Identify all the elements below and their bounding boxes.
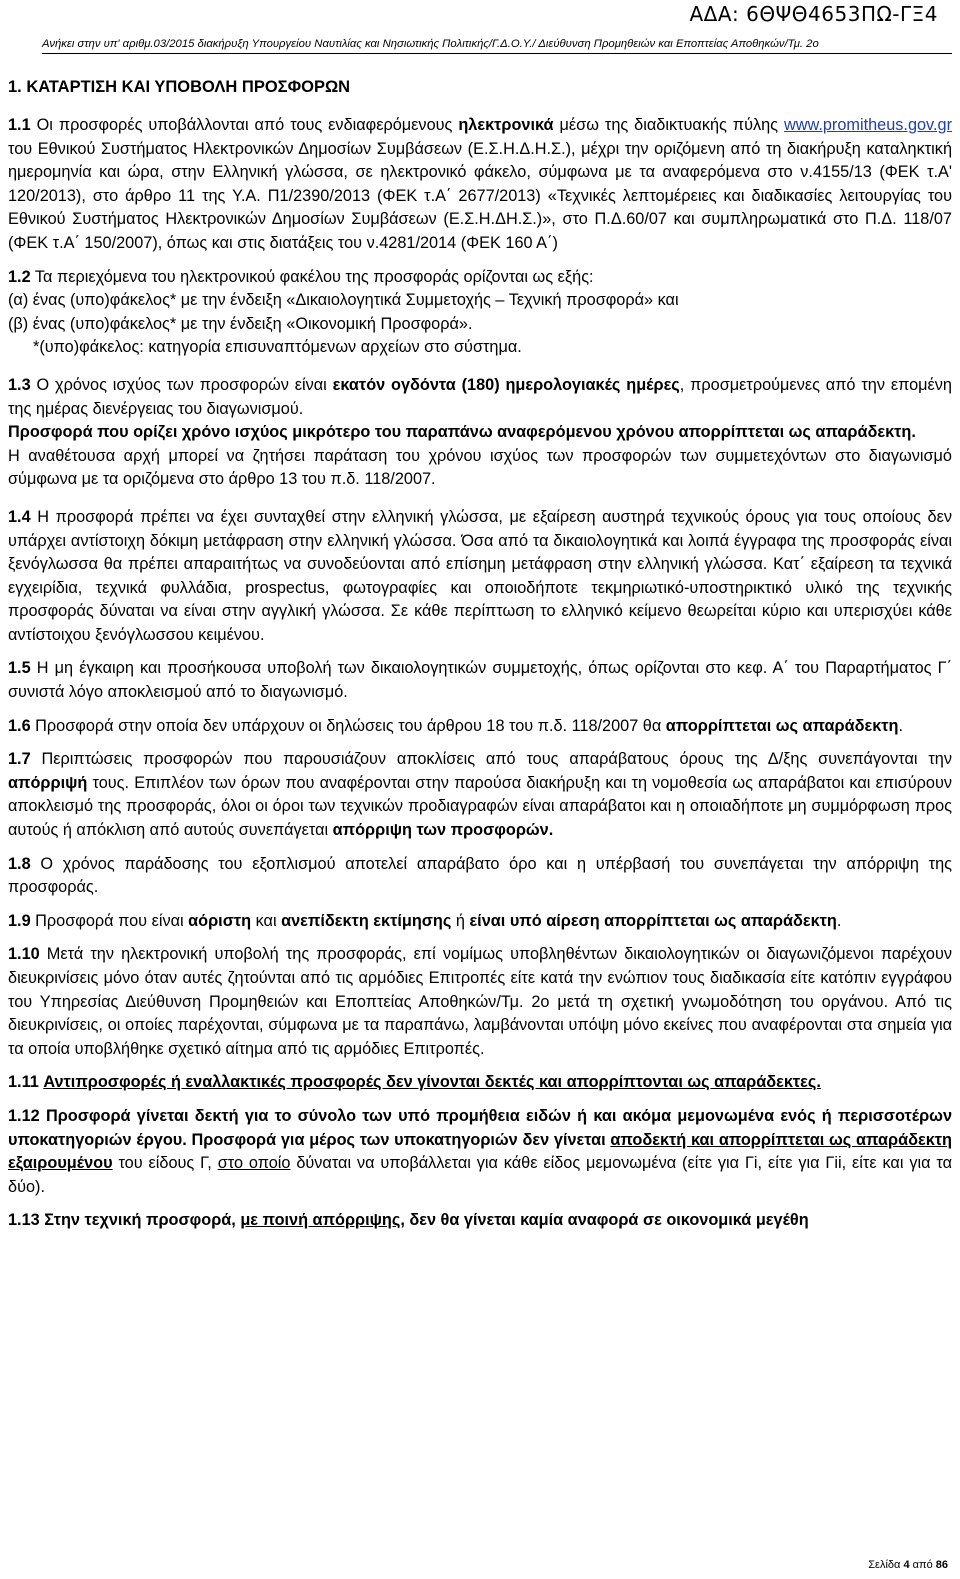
bold-text: , δεν θα γίνεται καμία αναφορά σε οικονομικά μεγέθη (400, 1211, 809, 1230)
bold-text: απόρριψή (8, 773, 88, 792)
text: Οι προσφορές υποβάλλονται από τους ενδιαφερόμενους (30, 116, 459, 134)
page-number: 4 (903, 1559, 910, 1571)
text: , προσμετρούμενες από την επομένη της ημέρας διενέργειας του διαγωνισμού. (8, 375, 952, 418)
text: . (836, 911, 842, 930)
bold-text: Προσφορά που ορίζει χρόνο ισχύος μικρότερο του παραπάνω αναφερόμενου χρόνου απορρίπτεται ως απαράδεκτη. (8, 423, 916, 442)
text: Τα περιεχόμενα του ηλεκτρονικού φακέλου της προσφοράς ορίζονται ως εξής: (30, 267, 594, 286)
text: Προσφορά στην οποία δεν υπάρχουν οι δηλώσεις του άρθρου 18 του π.δ. 118/2007 θα (30, 716, 666, 735)
paragraph-number: 1.5 (8, 659, 31, 678)
paragraph-number: 1.6 (8, 716, 31, 735)
bold-underlined-text: Αντιπροσφορές ή εναλλακτικές προσφορές δεν γίνονται δεκτές και απορρίπτονται ως απαράδεκτες. (43, 1073, 821, 1092)
paragraph-number: 1.9 (8, 911, 31, 930)
text: μέσω της διαδικτυακής πύλης (553, 116, 784, 134)
document-subtitle: Ανήκει στην υπ' αριθμ.03/2015 διακήρυξη Υπουργείου Ναυτιλίας και Νησιωτικής Πολιτικής/Γ.Δ.Ο.Υ./ Διεύθυνση Προμηθειών και Εποπτείας Αποθηκών/Τμ. 2ο (42, 38, 952, 54)
text: του Εθνικού Συστήματος Ηλεκτρονικών Δημοσίων Συμβάσεων (Ε.Σ.Η.Δ.Η.Σ.), μέχρι την οριζόμενη από τη διακήρυξη καταληκτική ημερομηνία και ώρα, στην Ελληνική γλώσσα, σε ηλεκτρονικό φάκελο, σύμφωνα με τα αναφερόμενα στο ν.4155/13 (ΦΕΚ τ.Α' 120/2013), στο άρθρο 11 της Υ.Α. Π1/2390/2013 (ΦΕΚ τ.Α΄ 2677/2013) «Τεχνικές λεπτομέρειες και διαδικασίες λειτουργίας του Εθνικού Συστήματος Ηλεκτρονικών Δημοσίων Συμβάσεων (Ε.Σ.Η.ΔΗ.Σ.)», στο Π.Δ.60/07 και συμπληρωματικά στο Π.Δ. 118/07 (ΦΕΚ τ.Α΄ 150/2007), όπως και στις διατάξεις του ν.4281/2014 (ΦΕΚ 160 Α΄) (8, 139, 952, 252)
paragraph-number: 1.8 (8, 854, 31, 873)
paragraph-1-9 (8, 910, 952, 934)
paragraph-1-7 (8, 748, 952, 842)
paragraph-number: 1.11 (8, 1073, 39, 1092)
paragraph-1-2 (8, 266, 952, 360)
paragraph-number: 1.4 (8, 507, 31, 526)
page-total: 86 (935, 1559, 948, 1571)
footer-mid: από (909, 1559, 936, 1571)
text: Προσφορά που είναι (30, 911, 189, 930)
paragraph-number: 1.12 (8, 1106, 40, 1125)
item-a: (α) ένας (υπο)φάκελος* με την ένδειξη «Δικαιολογητικά Συμμετοχής – Τεχνική προσφορά» και (8, 291, 679, 310)
bold-text: Προσφορά γίνεται δεκτή για το σύνολο των υπό προμήθεια ειδών ή και ακόμα μεμονωμένα ενός ή περισσοτέρων υποκατηγοριών έργου. Προσφορά για μέρος των υποκατηγοριών δεν γίνεται (8, 1106, 952, 1149)
text: Ο χρόνος παράδοσης του εξοπλισμού αποτελεί απαράβατο όρο και η υπέρβασή του συνεπάγεται την απόρριψη της προσφοράς. (8, 854, 952, 897)
text: Ο χρόνος ισχύος των προσφορών είναι (30, 375, 333, 394)
item-b: (β) ένας (υπο)φάκελος* με την ένδειξη «Οικονομική Προσφορά». (8, 314, 473, 333)
bold-text: ηλεκτρονικά (458, 116, 554, 134)
footnote: *(υπο)φάκελος: κατηγορία επισυναπτόμενων αρχείων στο σύστημα. (33, 338, 522, 357)
paragraph-1-13 (8, 1209, 952, 1233)
text: Η μη έγκαιρη και προσήκουσα υποβολή των δικαιολογητικών συμμετοχής, όπως ορίζονται στο κεφ. Α΄ του Παραρτήματος Γ΄ συνιστά λόγο αποκλεισμού από το διαγωνισμό. (8, 659, 952, 702)
bold-text: εκατόν ογδόντα (180) ημερολογιακές ημέρες (332, 375, 680, 394)
text: ή (451, 911, 470, 930)
bold-text: ανεπίδεκτη εκτίμησης (281, 911, 452, 930)
paragraph-1-4 (8, 506, 952, 648)
document-body (8, 76, 952, 1243)
page-footer (868, 1559, 948, 1571)
text: Περιπτώσεις προσφορών που παρουσιάζουν αποκλίσεις από τους απαράβατους όρους της Δ/ξης συνεπάγονται την (30, 750, 952, 769)
bold-text: αόριστη (188, 911, 252, 930)
promitheus-link[interactable]: www.promitheus.gov.gr (783, 116, 952, 134)
ada-code: ΑΔΑ: 6ΘΨΘ4653ΠΩ-ΓΞ4 (689, 2, 938, 26)
paragraph-1-11 (8, 1071, 952, 1095)
text: . (898, 716, 904, 735)
paragraph-1-3 (8, 374, 952, 492)
paragraph-number: 1.10 (8, 945, 40, 964)
paragraph-number: 1.2 (8, 267, 31, 286)
paragraph-1-5 (8, 657, 952, 704)
text: Μετά την ηλεκτρονική υποβολή της προσφοράς, επί νομίμως υποβληθέντων δικαιολογητικών οι διαγωνιζόμενοι παρέχουν διευκρινίσεις μόνο όταν αυτές ζητούνται από τις αρμόδιες Επιτροπές είτε κατά την ενώπιον τους διαδικασία είτε κατόπιν εγγράφου του Υπηρεσίας Διεύθυνση Προμηθειών και Εποπτείας Αποθηκών/Τμ. 2ο μετά τη σχετική γνωμοδότηση του οργάνου. Από τις διευκρινίσεις, οι οποίες παρέχονται, σύμφωνα με τα παραπάνω, λαμβάνονται υπόψη μόνο εκείνες που αναφέρονται στα σημεία για τα οποία υποβλήθηκε σχετικό αίτημα από τις αρμόδιες Επιτροπές. (8, 945, 952, 1058)
bold-text: είναι υπό αίρεση απορρίπτεται ως απαράδεκτη (469, 911, 837, 930)
paragraph-number: 1.3 (8, 375, 31, 394)
paragraph-number: 1.7 (8, 750, 31, 769)
bold-underlined-text: με ποινή απόρριψης (240, 1211, 401, 1230)
paragraph-number: 1.13 (8, 1211, 40, 1230)
paragraph-1-12 (8, 1105, 952, 1199)
paragraph-1-1 (8, 114, 952, 256)
text: τους. Επιπλέον των όρων που αναφέρονται στην παρούσα διακήρυξη και τη νομοθεσία ως απαράβατοι και επισύρουν αποκλεισμό της προσφοράς, όλοι οι όροι των τεχνικών προδιαγραφών είναι απαράβατοι και η οποιαδήποτε μη συμμόρφωση προς αυτούς ή απόκλιση από αυτούς συνεπάγεται (8, 773, 952, 840)
underlined-text: στο οποίο (217, 1154, 291, 1173)
bold-text: απόρριψη των προσφορών. (332, 821, 554, 840)
paragraph-number: 1.1 (8, 116, 31, 134)
text: δύναται να υποβάλλεται για κάθε είδος μεμονωμένα (είτε για Γi, είτε για Γii, είτε και για τα δύο). (8, 1154, 952, 1196)
text: Η αναθέτουσα αρχή μπορεί να ζητήσει παράταση του χρόνου ισχύος των προσφορών των συμμετεχόντων στο διαγωνισμό σύμφωνα με τα οριζόμενα στο άρθρο 13 του π.δ. 118/2007. (8, 446, 952, 489)
text: Η προσφορά πρέπει να έχει συνταχθεί στην ελληνική γλώσσα, με εξαίρεση αυστηρά τεχνικούς όρους για τους οποίους δεν υπάρχει αντίστοιχη δόκιμη μετάφραση στην ελληνική γλώσσα. Όσα από τα δικαιολογητικά και λοιπά έγγραφα της προσφοράς είναι ξενόγλωσσα θα πρέπει απαραιτήτως να συνοδεύονται από επίσημη μετάφραση στην ελληνική γλώσσα. Κατ΄ εξαίρεση τα τεχνικά εγχειρίδια, τεχνικά φυλλάδια, prospectus, φωτογραφίες και οποιοδήποτε τεκμηριωτικό-υποστηρικτικό υλικό της τεχνικής προσφοράς δύναται να είναι στην αγγλική γλώσσα. Σε κάθε περίπτωση το ελληνικό κείμενο θεωρείται κύριο και υπερισχύει κάθε αντίστοιχου ξενόγλωσσου κειμένου. (8, 507, 952, 644)
bold-text: Στην τεχνική προσφορά, (39, 1211, 241, 1230)
bold-text: απορρίπτεται ως απαράδεκτη (665, 716, 899, 735)
paragraph-1-6 (8, 715, 952, 739)
paragraph-1-8 (8, 853, 952, 900)
footer-prefix: Σελίδα (868, 1559, 904, 1571)
section-title: 1. ΚΑΤΑΡΤΙΣΗ ΚΑΙ ΥΠΟΒΟΛΗ ΠΡΟΣΦΟΡΩΝ (8, 78, 351, 96)
text: και (251, 911, 282, 930)
bold-underlined-text: αποδεκτή και απορρίπτεται ως απαράδεκτη εξαιρουμένου (8, 1130, 952, 1173)
paragraph-1-10 (8, 943, 952, 1061)
text: του είδους Γ, (112, 1154, 218, 1173)
